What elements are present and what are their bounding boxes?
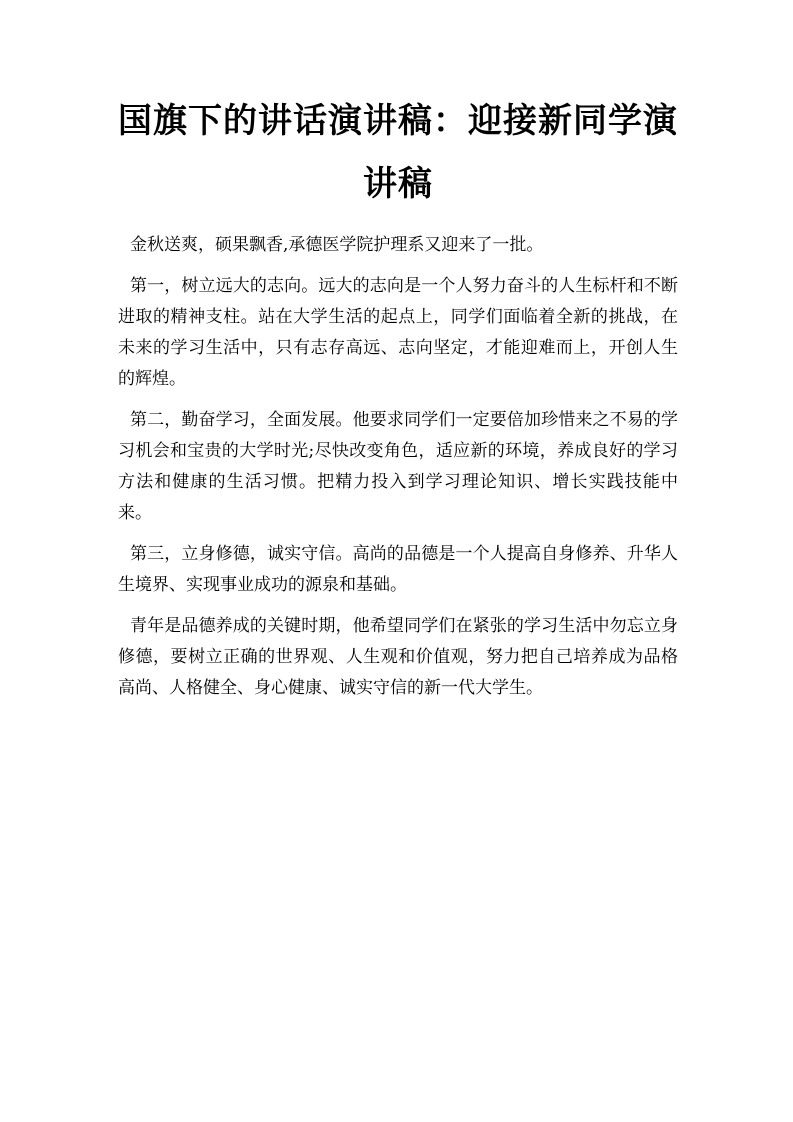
paragraph-first-point: 第一，树立远大的志向。远大的志向是一个人努力奋斗的人生标杆和不断进取的精神支柱。站在大学生活的起点上，同学们面临着全新的挑战，在未来的学习生活中，只有志存高远、志向坚定，才能迎难而上，开创人生的辉煌。 [118,276,678,389]
document-body [118,230,678,714]
paragraph-third-point: 第三，立身修德，诚实守信。高尚的品德是一个人提高自身修养、升华人生境界、实现事业成功的源泉和基础。 [118,544,678,595]
document-title: 国旗下的讲话演讲稿：迎接新同学演讲稿 [118,101,678,204]
paragraph-closing: 青年是品德养成的关键时期，他希望同学们在紧张的学习生活中勿忘立身修德，要树立正确的世界观、人生观和价值观，努力把自己培养成为品格高尚、人格健全、身心健康、诚实守信的新一代大学生。 [118,616,678,698]
paragraph-opening: 金秋送爽，硕果飘香,承德医学院护理系又迎来了一批。 [130,235,544,255]
paragraph-second-point: 第二，勤奋学习，全面发展。他要求同学们一定要倍加珍惜来之不易的学习机会和宝贵的大学时光;尽快改变角色，适应新的环境，养成良好的学习方法和健康的生活习惯。把精力投入到学习理论知识、增长实践技能中来。 [118,410,678,523]
